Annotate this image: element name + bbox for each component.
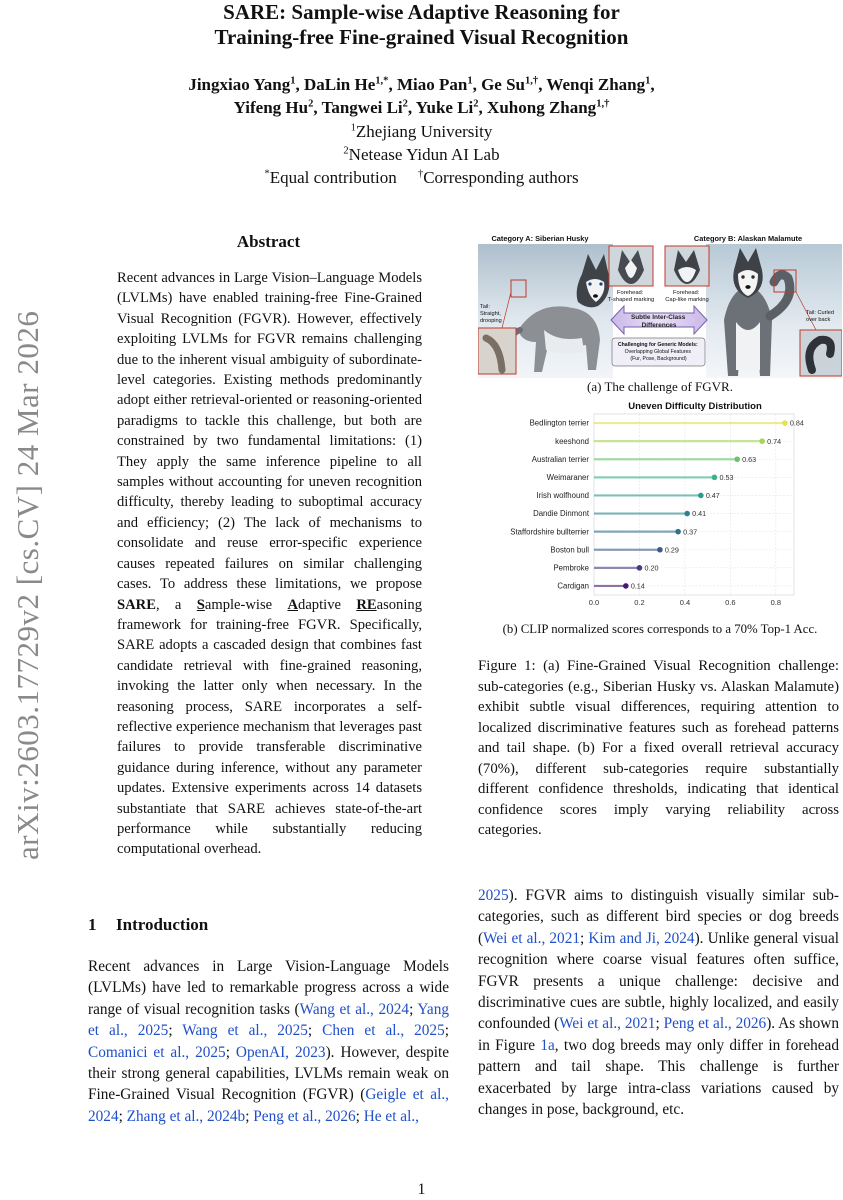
chart-x-tick-label: 0.6: [725, 598, 736, 607]
chart-category-label: Pembroke: [553, 563, 589, 573]
affil-mark: 1: [350, 122, 356, 134]
author-name: Ge Su: [481, 75, 526, 94]
abstract-part: asoning framework for training-free FGVR. Specifically, SARE adopts a cascaded design that combines fast candidate retrieval with fine-grained reasoning, invoking the latter only when necessary. In the reasoning process, SARE incorporates a self-reflective experience mechanism that leverages past failures to provide transferable discriminative guidance during inference, without any parameter updates. Extensive experiments across 14 datasets substantiate that SARE achieves state-of-the-art performance while substantially reducing computational overhead.: [117, 596, 422, 858]
citation-link[interactable]: Kim and Ji, 2024: [588, 929, 695, 947]
chart-title: Uneven Difficulty Distribution: [628, 401, 762, 412]
author-list: [0, 73, 843, 119]
acronym-letter: RE: [356, 596, 377, 613]
note-mark: *: [264, 168, 270, 180]
citation-link[interactable]: He et al.,: [363, 1107, 419, 1125]
label-line: Subtle Inter-Class: [630, 314, 686, 321]
chart-value-label: 0.47: [705, 491, 720, 501]
citation-link[interactable]: OpenAI, 2023: [235, 1043, 326, 1061]
citation-link[interactable]: Wang et al., 2025: [182, 1022, 308, 1040]
abstract-heading: Abstract: [236, 232, 301, 251]
section-number: 1: [88, 915, 97, 934]
citation-link[interactable]: Wei et al., 2021: [483, 929, 580, 947]
chart-value-label: 0.41: [692, 509, 707, 519]
body-text: , two dog breeds may only differ in forehead pattern and tail shape. This challenge is further exacerbated by large intra-class variations caused by changes in pose, background, etc.: [478, 1036, 839, 1119]
introduction-paragraph-left: Recent advances in Large Vision-Language Models (LVLMs) have led to remarkable progress across a wide range of visual recognition tasks (Wang et al., 2024; Yang et al., 2025; Wang et al., 2025; Chen et al., 2025; Comanici et al., 2025; OpenAI, 2023). However, despite their strong general capabilities, LVLMs remain weak on Fine-Grained Visual Recognition (FGVR) (Geigle et al., 2024; Zhang et al., 2024b; Peng et al., 2026; He et al.,: [88, 958, 450, 1125]
label-line: Challenging for Generic Models:: [617, 342, 698, 348]
body-text: ). As shown in Figure: [478, 1015, 840, 1054]
acronym-letter: S: [196, 596, 205, 613]
title-line-2: Training-free Fine-grained Visual Recognition: [214, 25, 629, 49]
chart-point: [698, 493, 704, 499]
chart-point: [623, 583, 629, 589]
label-line: Forehead:: [616, 290, 644, 296]
figure-1-caption: Figure 1: (a) Fine-Grained Visual Recognition challenge: sub-categories (e.g., Siberian Husky vs. Alaskan Malamute) exhibit subtle visual differences, requiring attention to localized discriminative features such as forehead patterns and tail shape. (b) For a fixed overall retrieval accuracy (70%), different sub-categories require substantially different confidence thresholds, indicating that identical confidence scores imply varying reliability across categories.: [478, 658, 839, 838]
abstract-part: Recent advances in Large Vision–Language Models (LVLMs) have enabled training-free Fine-Grained Visual Recognition (FGVR). However, effectively exploiting LVLMs for FGVR remains challenging due to the inherent visual ambiguity of subordinate-level categories. Existing methods predominantly adopt either retrieval-oriented or reasoning-oriented paradigms to tackle this challenge, but both are constrained by two fundamental limitations: (1) They apply the same inference pipeline to all samples without accounting for uneven recognition difficulty, thereby leading to suboptimal accuracy and efficiency; (2) The lack of mechanisms to consolidate and reuse error-specific experience causes repeated failures on similar challenging cases. To address these limitations, we propose: [117, 270, 422, 593]
chart-x-tick-labels: [589, 598, 781, 607]
body-text: ). However, despite their strong general capabilities, LVLMs remain weak on Fine-Grained Visual Recognition (FGVR) (: [88, 1043, 450, 1104]
figure-reference-link[interactable]: 1a: [540, 1036, 555, 1054]
author-name: Yifeng Hu: [233, 98, 309, 117]
author-affil-mark: 1: [290, 75, 296, 87]
chart-point: [675, 529, 681, 535]
label-line: drooping: [480, 318, 502, 324]
equal-contribution-note: Equal contribution: [269, 168, 397, 187]
label-line: (Fur, Pose, Background): [630, 356, 687, 362]
label-line: Forehead:: [672, 290, 700, 296]
author-name: Xuhong Zhang: [487, 98, 597, 117]
chart-value-label: 0.14: [630, 581, 645, 591]
author-line-1: Jingxiao Yang$^1$, DaLin $He^{1,*}$, Miao Pan$^1$, Ge $Su^{1,\dagger}$, Wenqi Zhang$^1$,: [188, 75, 655, 94]
paper-title: [0, 0, 843, 50]
figure-1b-caption: (b) CLIP normalized scores corresponds to a 70% Top-1 Acc.: [502, 622, 818, 636]
author-affil-mark: 1,*: [375, 75, 389, 87]
author-affil-mark: 2: [402, 98, 408, 110]
chart-point: [734, 456, 740, 462]
chart-point: [712, 475, 718, 481]
category-b-label: Category B: Alaskan Malamute: [693, 234, 803, 243]
section-title: Introduction: [116, 915, 209, 934]
label-line: Tail: Curled: [806, 310, 834, 316]
chart-value-label: 0.20: [644, 563, 659, 573]
chart-category-label: Staffordshire bullterrier: [510, 527, 589, 537]
author-affil-mark: 1,†: [525, 75, 539, 87]
label-line: Overlapping Global Features: [624, 349, 691, 355]
husky-forehead-label: [608, 290, 654, 303]
author-notes: [0, 166, 843, 189]
author-name: Wenqi Zhang: [546, 75, 646, 94]
chart-category-label: Bedlington terrier: [529, 418, 589, 428]
body-text: ). FGVR aims to distinguish visually similar sub-categories, such as different bird species or dog breeds (: [478, 887, 839, 947]
author-name: DaLin He: [303, 75, 376, 94]
citation-link[interactable]: Zhang et al., 2024b: [126, 1107, 246, 1125]
abstract-part: daptive: [298, 596, 357, 613]
chart-category-label: keeshond: [555, 436, 589, 446]
chart-value-label: 0.84: [789, 418, 804, 428]
chart-value-label: 0.63: [742, 454, 757, 464]
affiliation-name: Zhejiang University: [355, 122, 493, 141]
author-affil-mark: 2: [308, 98, 314, 110]
category-a-label: Category A: Siberian Husky: [491, 234, 589, 243]
chart-category-label: Boston bull: [550, 545, 589, 555]
chart-stems: [594, 423, 785, 586]
chart-x-tick-label: 0.0: [588, 598, 600, 607]
abstract-part: ample-wise: [204, 596, 288, 613]
corresponding-authors-note: Corresponding authors: [423, 168, 579, 187]
abstract-text: [117, 268, 422, 860]
affil-mark: 2: [343, 145, 349, 157]
affiliation-1: [0, 120, 843, 143]
chart-x-tick-label: 0.2: [634, 598, 645, 607]
figure-1a-caption: (a) The challenge of FGVR.: [587, 379, 733, 394]
arxiv-identifier-stamp: arXiv:2603.17729v2 [cs.CV] 24 Mar 2026: [10, 310, 45, 860]
label-line: Cap-like marking: [665, 297, 709, 303]
author-affil-mark: 2: [473, 98, 479, 110]
figure-1a-dog-comparison: [478, 230, 842, 378]
chart-x-tick-label: 0.4: [679, 598, 691, 607]
citation-link[interactable]: Wei et al., 2021: [559, 1015, 656, 1033]
author-name: Miao Pan: [396, 75, 468, 94]
author-name: Jingxiao Yang: [188, 75, 291, 94]
label-line: T-shaped marking: [607, 297, 655, 303]
chart-x-tick-label: 0.8: [770, 598, 782, 607]
chart-category-label: Dandie Dinmont: [533, 509, 589, 519]
chart-category-label: Irish wolfhound: [536, 491, 589, 501]
chart-category-labels: [510, 419, 590, 591]
label-line: Straight,: [480, 311, 501, 317]
citation-link[interactable]: Comanici et al., 2025: [88, 1043, 226, 1061]
chart-category-label: Cardigan: [557, 581, 589, 591]
author-affil-mark: 1: [645, 75, 651, 87]
abstract-part: , a: [155, 596, 197, 613]
method-name: SARE: [117, 596, 156, 613]
figure-1b-uneven-difficulty-chart: [478, 396, 842, 614]
note-mark: †: [417, 168, 424, 180]
label-line: Tail:: [480, 304, 490, 310]
chart-value-labels: [631, 419, 804, 591]
title-line-1: SARE: Sample-wise Adaptive Reasoning for: [223, 0, 620, 24]
author-name: Yuke Li: [415, 98, 474, 117]
affiliation-name: Netease Yidun AI Lab: [348, 145, 500, 164]
author-affil-mark: 1: [467, 75, 473, 87]
chart-point: [684, 511, 690, 517]
affiliations: [0, 120, 843, 189]
citation-link[interactable]: Peng et al., 2026: [253, 1107, 356, 1125]
chart-value-label: 0.74: [767, 436, 782, 446]
introduction-paragraph-right: 2025). FGVR aims to distinguish visually similar sub-categories, such as different bird species or dog breeds (Wei et al., 2021; Kim and Ji, 2024). Unlike general visual recognition where coarse visual features often suffice, FGVR presents a unique challenge: decisive and discriminative cues are subtle, highly localized, and easily confounded (Wei et al., 2021; Peng et al., 2026). As shown in Figure 1a, two dog breeds may only differ in forehead pattern and tail shape. This challenge is further exacerbated by large intra-class variations caused by changes in pose, background, etc.: [478, 887, 840, 1119]
citation-link[interactable]: Chen et al., 2025: [322, 1022, 445, 1040]
citation-link[interactable]: 2025: [478, 887, 509, 904]
chart-category-label: Weimaraner: [546, 472, 589, 482]
page-number: 1: [417, 1181, 426, 1198]
chart-value-label: 0.29: [664, 545, 679, 555]
section-heading-introduction: [88, 915, 208, 935]
body-text: Recent advances in Large Vision-Language Models (LVLMs) have led to remarkable progress across a wide range of visual recognition tasks (: [88, 958, 449, 1018]
citation-link[interactable]: Geigle et al., 2024: [88, 1086, 449, 1125]
chart-value-label: 0.37: [683, 527, 698, 537]
chart-value-label: 0.53: [719, 472, 734, 482]
chart-point: [657, 547, 663, 553]
chart-point: [637, 565, 643, 571]
chart-point: [782, 420, 788, 426]
affiliation-2: [0, 143, 843, 166]
label-line: Differences: [641, 322, 677, 329]
chart-category-label: Australian terrier: [531, 454, 589, 464]
author-name: Tangwei Li: [321, 98, 403, 117]
malamute-forehead-label: [665, 290, 709, 303]
citation-link[interactable]: Wang et al., 2024: [299, 1000, 410, 1018]
label-line: over back: [806, 317, 831, 323]
citation-link[interactable]: Peng et al., 2026: [663, 1015, 767, 1033]
acronym-letter: A: [287, 596, 299, 613]
author-affil-mark: 1,†: [596, 98, 610, 110]
chart-point: [759, 438, 765, 444]
author-line-2: Yifeng Hu$^2$, Tangwei Li$^2$, Yuke Li$^2$, Xuhong Zhang$^{1,\dagger}$: [233, 98, 610, 117]
body-text: ). Unlike general visual recognition where coarse visual features often suffice, FGVR presents a unique challenge: decisive and discriminative cues are subtle, highly localized, and easily confounded (: [478, 929, 839, 1033]
citation-link[interactable]: Yang et al., 2025: [88, 1000, 449, 1040]
